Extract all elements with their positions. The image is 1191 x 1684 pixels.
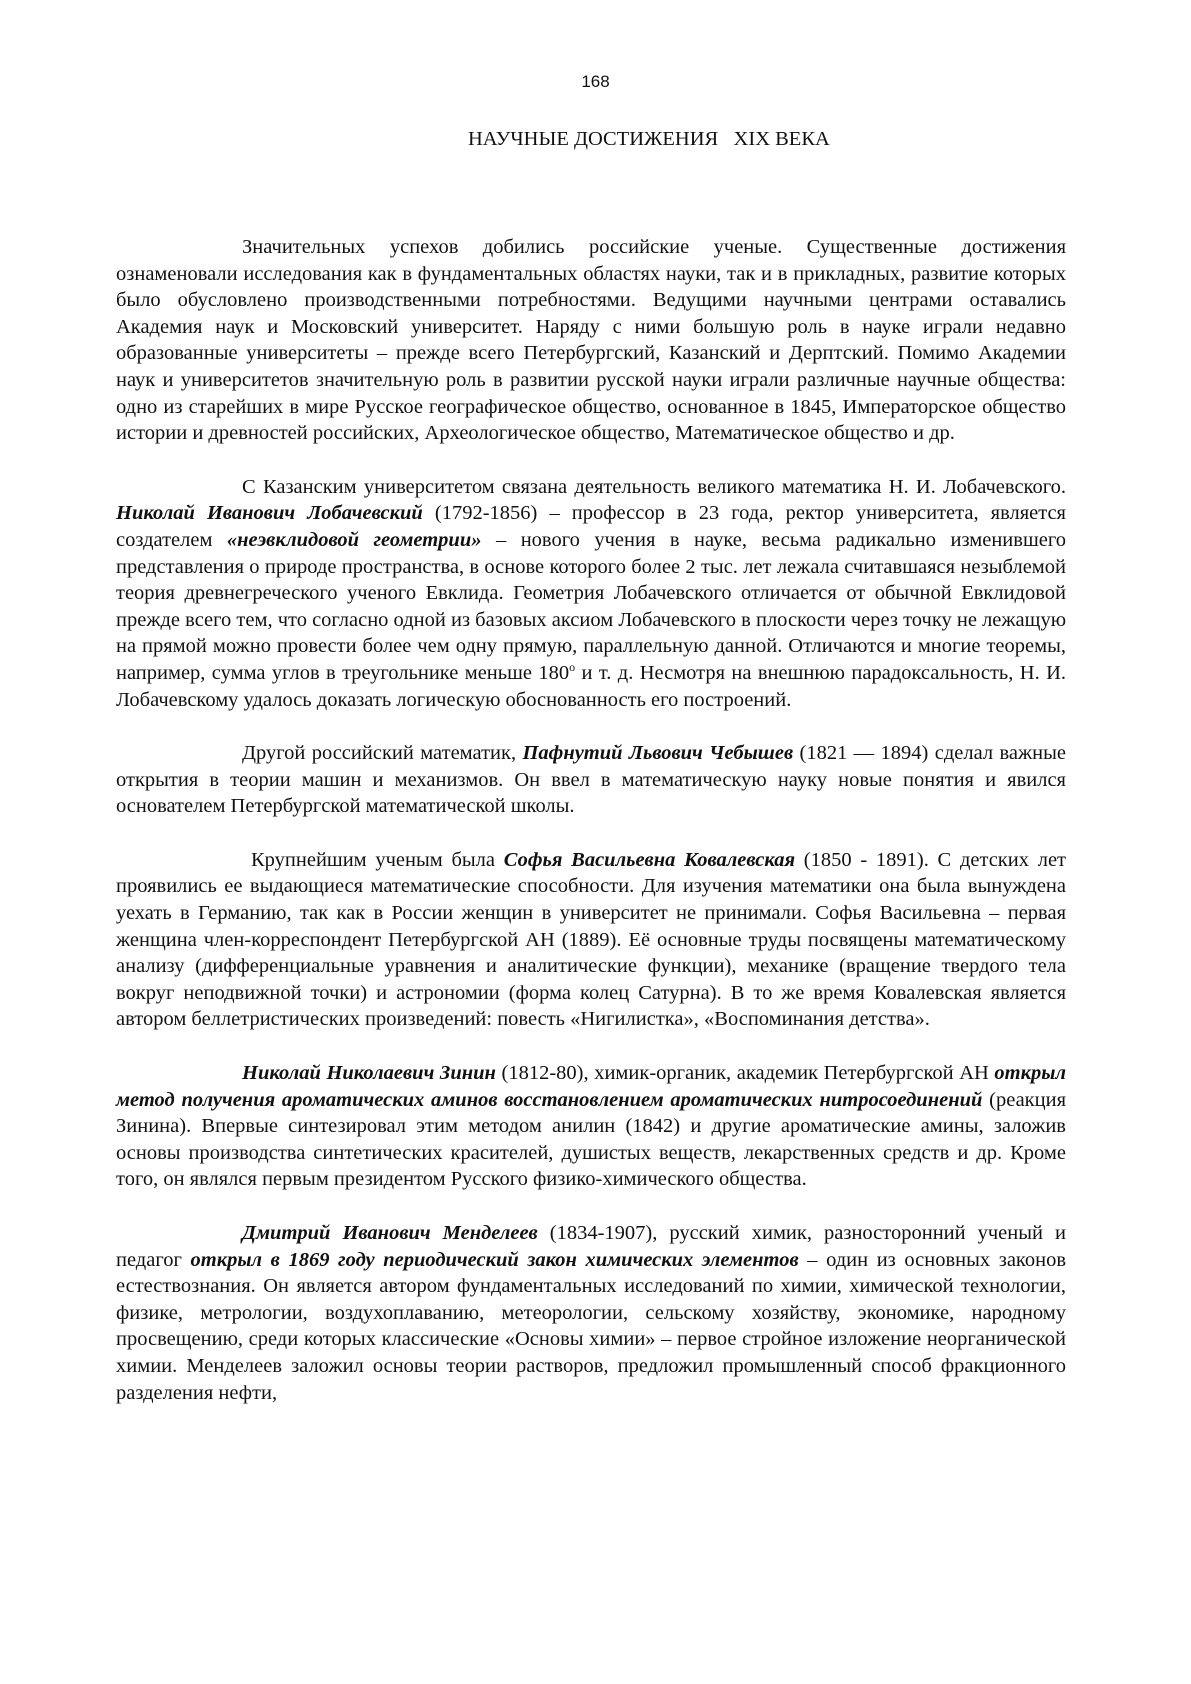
- paragraph-lobachevsky: [116, 474, 1066, 713]
- paragraph-text: – нового учения в науке, весьма радикально изменившего представления о природе пространства, в основе которого более 2 тыс. лет лежала считавшаяся незыблемой теория древнегреческого ученого Евклида. Геометрия Лобачевского отличается от обычной Евклидовой прежде всего тем, что согласно одной из базовых аксиом Лобачевского в плоскости через точку не лежащую на прямой можно провести более чем одну прямую, параллельную данной. Отличаются и многие теоремы, например, сумма углов в треугольнике меньше 180: [116, 528, 1067, 684]
- paragraph-russian-science-overview: [116, 234, 1066, 447]
- paragraph-text: С Казанским университетом связана деятельность великого математика Н. И. Лобачевского.: [242, 475, 1066, 498]
- person-name-zinin: Николай Николаевич Зинин: [242, 1062, 496, 1085]
- page-number: 168: [581, 72, 610, 91]
- paragraph-text: (1850 - 1891). С детских лет проявились ее выдающиеся математические способности. Для изучения математики она была вынуждена уехать в Германию, так как в России женщин в университет не принимали. Софья Васильевна – первая женщина член-корреспондент Петербургской АН (1889). Её основные труды посвящены математическому анализу (дифференциальные уравнения и аналитические функции), механике (вращение твердого тела вокруг неподвижной точки) и астрономии (форма колец Сатурна). В то же время Ковалевская является автором беллетристических произведений: повесть «Нигилистка», «Воспоминания детства».: [116, 848, 1066, 1031]
- achievement-mendeleev: открыл в 1869 году периодический закон химических элементов: [190, 1248, 799, 1271]
- paragraph-text: Другой российский математик,: [242, 742, 523, 765]
- paragraph-text: (реакция Зинина). Впервые синтезировал этим методом анилин (1842) и другие ароматические амины, заложив основы производства синтетических красителей, душистых веществ, лекарственных средств и др. Кроме того, он являлся первым президентом Русского физико-химического общества.: [116, 1088, 1067, 1191]
- paragraph-text: (1821 — 1894) сделал важные открытия в теории машин и механизмов. Он ввел в математическую науку новые понятия и явился основателем Петербургской математической школы.: [116, 742, 1066, 818]
- body-text: [116, 234, 1066, 1406]
- paragraph-text: (1812-80), химик-органик, академик Петербургской АН: [495, 1062, 995, 1085]
- paragraph-text: Значительных успехов добились российские ученые. Существенные достижения ознаменовали исследования как в фундаментальных областях науки, так и в прикладных, развитие которых было обусловлено производственными потребностями. Ведущими научными центрами оставались Академия наук и Московский университет. Наряду с ними большую роль в науке играли недавно образованные университеты – прежде всего Петербургский, Казанский и Дерптский. Помимо Академии наук и университетов значительную роль в развитии русской науки играли различные научные общества: одно из старейших в мире Русское географическое общество, основанное в 1845, Императорское общество истории и древностей российских, Археологическое общество, Математическое общество и др.: [116, 236, 1066, 445]
- paragraph-text: – один из основных законов естествознания. Он является автором фундаментальных исследований по химии, химической технологии, физике, метрологии, воздухоплаванию, метеорологии, сельскому хозяйству, экономике, народному просвещению, среди которых классические «Основы химии» – первое стройное изложение неорганической химии. Менделеев заложил основы теории растворов, предложил промышленный способ фракционного разделения нефти,: [116, 1248, 1067, 1404]
- degree-superscript: о: [569, 660, 576, 675]
- paragraph-kovalevskaya: [116, 847, 1066, 1033]
- paragraph-text: и т. д. Несмотря на внешнюю парадоксальность, Н. И. Лобачевскому удалось доказать логическую обоснованность его построений.: [116, 661, 1066, 711]
- paragraph-mendeleev: [116, 1220, 1066, 1406]
- person-name-lobachevsky: Николай Иванович Лобачевский: [116, 502, 423, 525]
- paragraph-text: (1792-1856) – профессор в 23 года, ректор университета, является создателем: [116, 502, 1066, 551]
- person-name-chebyshev: Пафнутий Львович Чебышев: [522, 742, 794, 765]
- achievement-zinin: открыл метод получения ароматических аминов восстановлением ароматических нитросоединений: [116, 1062, 1067, 1111]
- person-name-kovalevskaya: Софья Васильевна Ковалевская: [503, 848, 796, 871]
- paragraph-text: (1834-1907), русский химик, разносторонний ученый и педагог: [116, 1222, 1066, 1271]
- paragraph-text: Крупнейшим ученым была: [251, 848, 504, 871]
- person-name-mendeleev: Дмитрий Иванович Менделеев: [242, 1222, 538, 1244]
- page-title: НАУЧНЫЕ ДОСТИЖЕНИЯ XIX ВЕКА: [468, 128, 830, 150]
- paragraph-chebyshev: [116, 740, 1066, 820]
- paragraph-zinin: [116, 1060, 1066, 1193]
- term-non-euclidean-geometry: «неэвклидовой геометрии»: [226, 528, 482, 551]
